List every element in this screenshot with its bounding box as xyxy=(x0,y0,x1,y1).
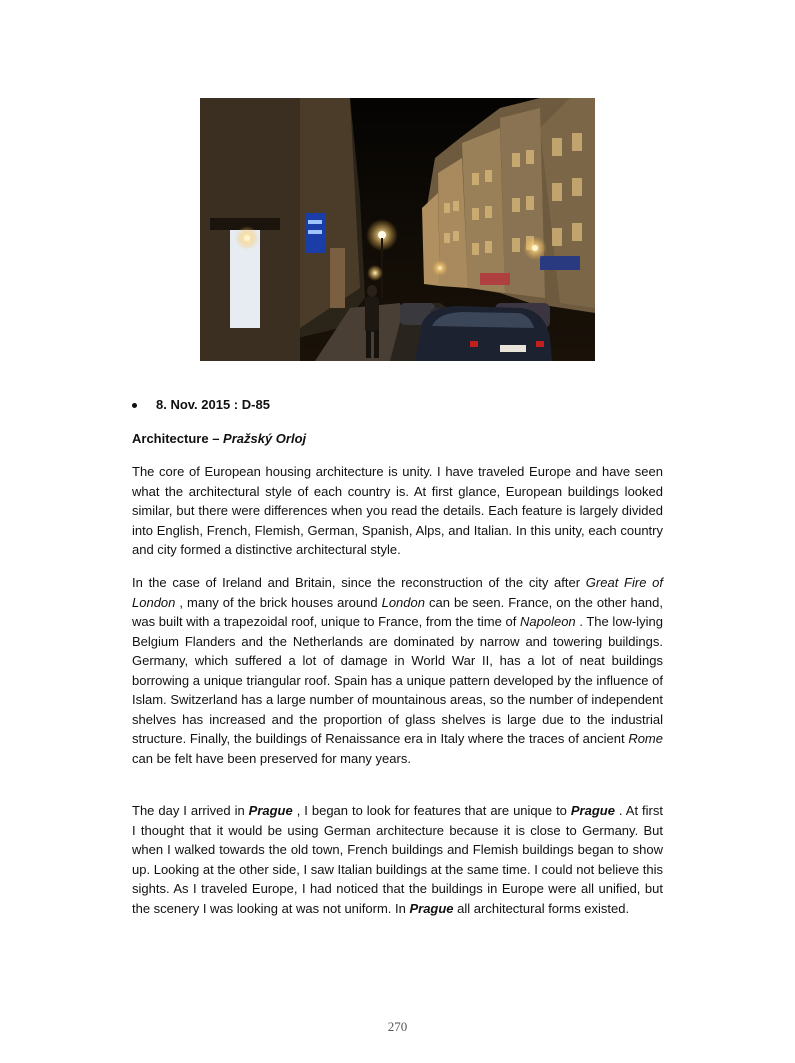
heading-title: Pražský Orloj xyxy=(223,431,307,446)
p2-text-a: In the case of Ireland and Britain, since the reconstruction of the city after xyxy=(132,575,586,590)
paragraph-3 xyxy=(132,801,663,918)
p2-napoleon: Napoleon xyxy=(520,614,576,629)
p3-prague-3: Prague xyxy=(409,900,454,916)
heading-prefix: Architecture – xyxy=(132,431,224,446)
p3-text-g: all architectural forms existed. xyxy=(453,900,630,916)
p3-prague-1: Prague xyxy=(248,803,293,818)
p2-text-i: can be felt have been preserved for many years. xyxy=(132,750,411,766)
street-night-photo xyxy=(200,98,595,361)
p2-great-fire: Great Fire of London xyxy=(132,575,663,610)
page-number: 270 xyxy=(387,1019,408,1034)
paragraph-1: The core of European housing architecture is unity. I have traveled Europe and have seen what the architectural style of each country is. At first glance, European buildings looked similar, but there were differences when you read the details. Each feature is largely divided into English, French, Flemish, German, Spanish, Alps, and Italian. In this unity, each country and city formed a distinctive architectural style. xyxy=(132,464,663,557)
paragraph-2 xyxy=(132,573,663,768)
section-heading xyxy=(132,431,306,446)
street-scene-illustration xyxy=(200,98,595,361)
p2-london: London xyxy=(381,594,425,610)
p3-text-c: , I began to look for features that are unique to xyxy=(292,803,571,818)
p3-text-e: . At first I thought that it would be using German architecture because it is close to Germany. But when I walked towards the old town, French buildings and Flemish buildings began to show up. Looking at the other side, I saw Italian buildings at the same time. I could not believe this sights. As I traveled Europe, I had noticed that the buildings in Europe were all unified, but the scenery I was looking at was not uniform. In xyxy=(132,803,663,916)
p2-text-g: . The low-lying Belgium Flanders and the Netherlands are dominated by narrow and towering buildings. Germany, which suffered a lot of damage in World War II, has a lot of neat buildings borrowing a unique triangular roof. Spain has a unique pattern developed by the influence of Islam. Switzerland has a large number of mountainous areas, so the number of independent shelves has increased and the proportion of glass shelves is large due to the industrial structure. Finally, the buildings of Renaissance era in Italy where the traces of ancient xyxy=(132,614,663,746)
p2-text-e: can be seen. France, on the other hand, was built with a trapezoidal roof, unique to France, from the time of xyxy=(132,594,663,629)
p3-prague-2: Prague xyxy=(570,803,615,818)
p2-rome: Rome xyxy=(628,731,663,746)
entry-date: 8. Nov. 2015 : D-85 xyxy=(156,397,270,412)
p2-text-c: , many of the brick houses around xyxy=(175,594,382,610)
bullet-icon xyxy=(132,403,137,408)
p3-text-a: The day I arrived in xyxy=(132,803,249,818)
entry-date-bullet xyxy=(132,397,270,412)
